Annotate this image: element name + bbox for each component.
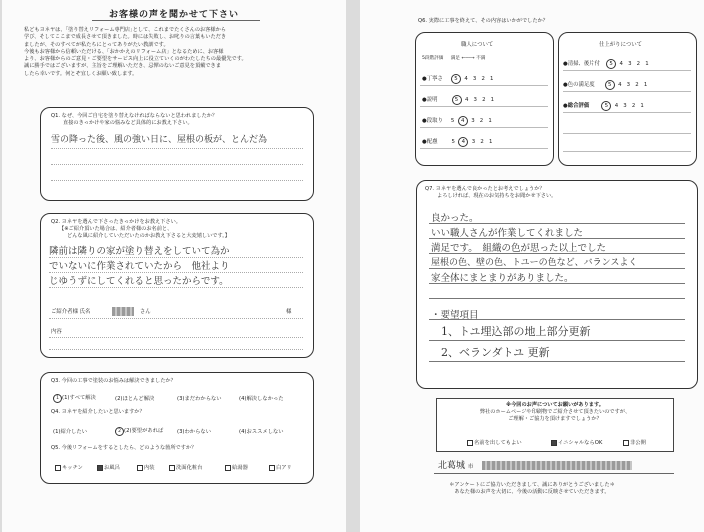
checkbox	[225, 465, 231, 471]
q1-line: 直接のきっかけや家の悩みなど具体的にお教え下さい。	[63, 120, 193, 126]
q2-box	[40, 213, 314, 358]
q5-option-label: 内装	[144, 465, 155, 471]
q7-line: Q7. ヨネヤを選んで良かったとお考えでしょうか？	[425, 186, 545, 192]
checkbox-checked	[551, 440, 557, 446]
answer-line	[51, 148, 303, 149]
row-label: 丁寧さ	[426, 76, 443, 82]
q5-option-label: キッチン	[62, 465, 83, 471]
answer-line	[429, 340, 685, 341]
staff-row-explanation: ●説明 5 4 3 2 1	[422, 97, 495, 103]
finish-row-color: ●色の満足度 5 4 3 2 1	[563, 82, 648, 88]
checkbox	[467, 440, 473, 446]
q5-question: Q5. 今後リフォームをするとしたら、どのような箇所ですか？	[51, 445, 197, 451]
content-label: 内容	[51, 329, 62, 335]
q7-answer-line: 2、ベランダトユ 更新	[441, 346, 550, 359]
staff-header: 職人について	[461, 42, 494, 48]
q7-line: よろしければ、現在のお気持ちをお聞かせ下さい。	[437, 193, 557, 199]
q5-checkbox-interior	[137, 463, 155, 471]
redacted-name	[112, 307, 134, 316]
intro-line: 今後もお客様から信頼いただける、「おかかえのリフォーム店」となるために、お客様	[24, 48, 224, 55]
answer-line	[49, 287, 303, 288]
row-divider	[420, 106, 548, 107]
checkbox	[623, 440, 629, 446]
q7-answer-line: 良かった。	[431, 213, 479, 224]
option-initial-ok	[551, 438, 602, 446]
scale-arrow: ←──→	[461, 56, 475, 61]
q3-option-1: 1 (1)すべて解決	[53, 393, 96, 403]
q3-option-3: (3)まだわからない	[177, 396, 222, 402]
row-divider	[563, 112, 691, 113]
survey-page-right	[360, 0, 704, 532]
option-label: イニシャルならOK	[558, 440, 603, 446]
row-divider	[420, 148, 548, 149]
scale-good: 満足	[450, 56, 460, 61]
introducer-suffix: さん	[139, 309, 151, 315]
q6-question: Q6. 実際に工事を終えて、その内容はいかがでしたか？	[418, 18, 548, 24]
answer-line	[51, 180, 303, 181]
q5-option-label: 給湯器	[232, 465, 248, 471]
q7-answer-line: いい職人さんが作業してくれました	[431, 228, 584, 239]
answer-line	[429, 361, 685, 362]
q5-option-label: 洗面化粧台	[176, 465, 203, 471]
q4-option-3: (3)わからない	[177, 429, 211, 435]
answer-line	[49, 257, 303, 258]
q7-question	[425, 186, 556, 200]
q5-checkbox-bath	[97, 463, 120, 471]
answer-line	[429, 238, 685, 239]
customer-city	[438, 458, 632, 471]
q1-handwritten-answer: 雪の降った後、風の強い日に、屋根の板が、とんだ為	[51, 135, 268, 145]
row-label: 総合評価	[567, 103, 590, 109]
q2-handwritten-answer-line: じゆうずにしてくれると思ったからです。	[49, 276, 229, 287]
answer-line	[429, 283, 685, 284]
option-label: 名前を出してもよい	[474, 440, 522, 446]
answer-line	[49, 272, 303, 273]
q1-line: Q1. なぜ、今回ご自宅を塗り替えなければならないと思われましたか？	[51, 113, 218, 119]
request-line: 弊社のホームページや印刷物でご紹介させて頂きたいのですが、	[479, 409, 631, 415]
q3-option-label: (1)すべて解決	[62, 395, 96, 401]
row-label: 清掃、後片付	[567, 61, 601, 67]
row-divider	[420, 85, 548, 86]
request-line: ご理解・ご協力を頂けますでしょうか？	[508, 416, 602, 422]
footer-thanks	[360, 482, 704, 496]
checkbox	[269, 465, 275, 471]
request-text	[437, 402, 673, 423]
survey-title: お客様の声を聞かせて下さい	[108, 10, 239, 20]
row-label: 配慮	[426, 139, 438, 145]
answer-line	[429, 319, 685, 320]
q7-answer-line: 満足です。 組織の色が思った以上でした	[431, 243, 606, 254]
honorific: 様	[286, 309, 292, 315]
intro-line: より、お客様からのご意見・ご要望をサービス向上に役立ていくのがわたしたちの最優先です。	[24, 56, 247, 63]
answer-line	[429, 298, 685, 299]
introducer-label: ご紹介者様 氏名	[51, 309, 91, 315]
intro-text	[24, 27, 324, 78]
q3-option-4: (4)解決しなかった	[239, 396, 284, 402]
q5-option-label: お風呂	[104, 465, 120, 471]
answer-line	[49, 337, 303, 338]
q5-option-label: 白アリ	[276, 465, 292, 471]
answer-line	[51, 164, 303, 165]
row-label: 説明	[426, 97, 438, 103]
q3-option-2: (2)ほとんど解決	[115, 396, 155, 402]
q3-question: Q3. 今回の工事で塗装のお悩みは解決できましたか？	[51, 378, 176, 384]
footer-line: あなた様のお声を大切に、今後の活動に反映させていただきます。	[454, 489, 610, 495]
q2-line: どんな風に紹介していただいたのかお教え下さると大変嬉しいです。】	[67, 233, 230, 239]
survey-page-left	[2, 0, 346, 532]
checkbox-checked	[97, 465, 103, 471]
answer-line	[49, 349, 303, 350]
answer-line	[429, 223, 685, 224]
intro-line: したら幸いです。何とぞ宜しくお願い致します。	[24, 70, 138, 77]
option-name-ok	[467, 438, 522, 446]
intro-line: 私どもヨネヤは、｢塗り替えリフォーム専門店｣として、これまでたくさんのお客様から	[24, 27, 226, 33]
q7-answer-line: 家全体にまとまりがありました。	[431, 273, 574, 284]
row-divider	[563, 70, 691, 71]
title-underline	[92, 20, 260, 21]
q5-checkbox-kitchen	[55, 463, 83, 471]
q4-option-2: 2 (2)要望があれば	[115, 426, 163, 436]
scale-label: 5段階評価	[422, 56, 444, 61]
answer-line	[429, 253, 685, 254]
request-line: ※今回のお声についてお願いがあります。	[506, 402, 604, 408]
row-divider	[563, 91, 691, 92]
q6-finish-box	[558, 32, 697, 166]
q2-question	[51, 219, 230, 240]
intro-line: 誠に勝手ではございますが、主旨をご理解いただき、忌憚のないご意見を頂戴できま	[24, 63, 221, 70]
staff-row-consideration: ●配慮 5 4 3 2 1	[422, 139, 493, 145]
q5-checkbox-termite	[269, 463, 292, 471]
row-label: 段取り	[426, 118, 443, 124]
q1-question	[51, 113, 217, 127]
q5-checkbox-vanity	[169, 463, 203, 471]
scale-bad: 不満	[476, 56, 486, 61]
answer-line	[429, 268, 685, 269]
q2-handwritten-answer-line: でいないに作業されていたから 他社より	[49, 261, 230, 272]
q1-box	[40, 107, 314, 201]
staff-row-arrangement: ●段取り 5 4 3 2 1	[422, 118, 492, 124]
q5-checkbox-water-heater	[225, 463, 248, 471]
footer-line: ＊アンケートにご協力いただきまして、誠にありがとうございました＊	[449, 482, 615, 488]
city-suffix: 市	[467, 464, 474, 470]
scale-legend	[422, 55, 485, 61]
finish-header: 仕上がりについて	[599, 42, 643, 48]
row-divider	[420, 127, 548, 128]
intro-line: ましたが、そのすべてが私たちにとってありがたい教訓です。	[24, 41, 169, 48]
q4-option-label: (2)要望があれば	[124, 428, 164, 434]
q4-option-4: (4)おススメしない	[239, 429, 284, 435]
option-label: 非公開	[630, 440, 646, 446]
redacted-address	[482, 461, 632, 470]
q7-answer-line: 屋根の色、壁の色、トユーの色など、バランスよく	[431, 258, 638, 268]
q6-staff-box	[415, 32, 554, 166]
q7-box	[416, 180, 698, 389]
row-label: 色の満足度	[567, 82, 595, 88]
q2-line: 【※ご紹介頂いた場合は、紹介者様のお名前と、	[59, 226, 173, 232]
finish-row-overall: ●総合評価 5 4 3 2 1	[563, 103, 644, 109]
introducer-name-row	[51, 307, 151, 316]
q7-answer-line: 1、トユ埋込部の地上部分更新	[441, 325, 591, 338]
answer-line	[49, 318, 303, 319]
row-divider	[563, 151, 691, 152]
checkbox	[55, 465, 61, 471]
checkbox	[137, 465, 143, 471]
intro-line: 学び、そしてここまで成長させて頂きました。時には失敗し、お叱りの言葉もいただき	[24, 34, 227, 41]
q2-line: Q2. ヨネヤを選んで下さったきっかけをお教え下さい。	[51, 219, 181, 225]
address-line	[434, 473, 674, 474]
city-handwritten: 北葛城	[438, 461, 466, 471]
q3-q5-box	[40, 372, 314, 484]
checkbox	[169, 465, 175, 471]
finish-row-cleanup: ●清掃、後片付 5 4 3 2 1	[563, 61, 649, 67]
row-divider	[563, 133, 691, 134]
option-private	[623, 438, 646, 446]
staff-row-politeness: ●丁寧さ 5 4 3 2 1	[422, 76, 494, 82]
q7-answer-line: ・要望項目	[431, 310, 479, 321]
publication-request-box	[436, 398, 674, 452]
q4-option-1: (1)紹介したい	[53, 429, 87, 435]
q2-handwritten-answer-line: 隣前は隣りの家が塗り替えをしていて為か	[49, 246, 230, 257]
q4-question: Q4. ヨネヤを紹介したいと思いますか？	[51, 409, 145, 415]
